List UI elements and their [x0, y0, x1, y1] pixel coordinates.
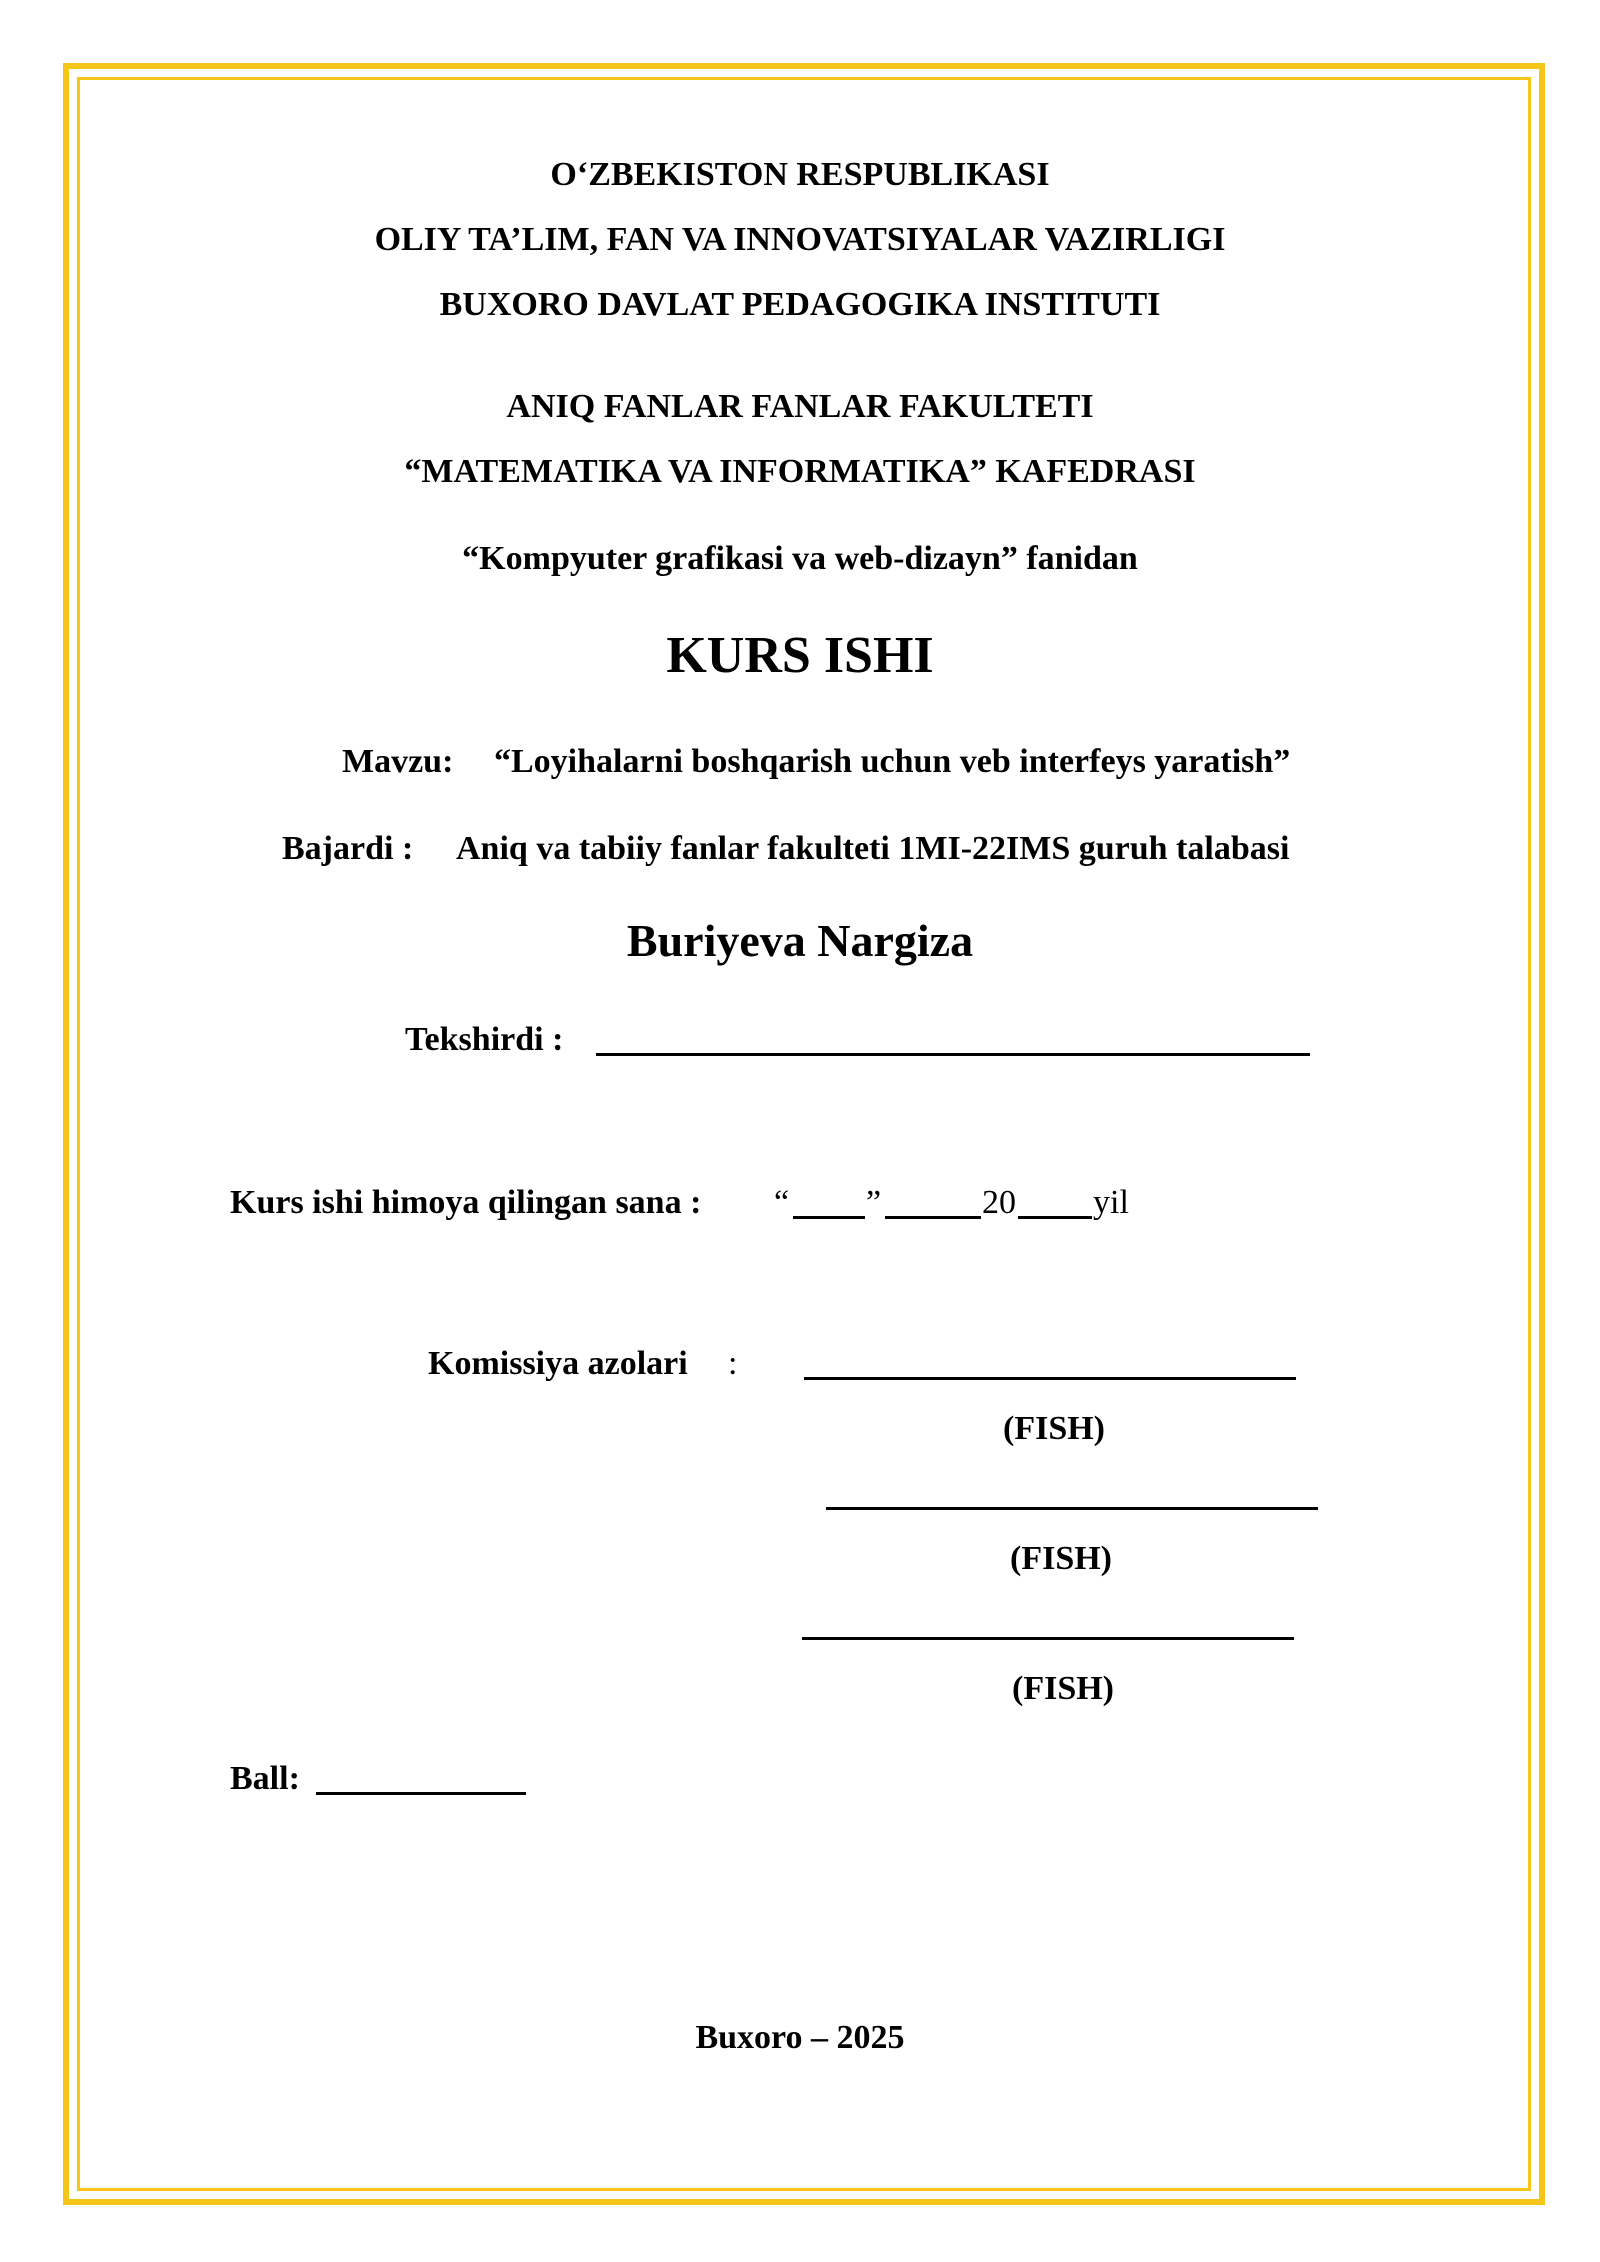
performer-value: Aniq va tabiiy fanlar fakulteti 1MI-22IMS guruh talabasi [456, 830, 1290, 867]
commission-member-3-caption: (FISH) [1012, 1670, 1114, 1707]
performer-label: Bajardi : [282, 830, 414, 867]
date-close-quote: ” [866, 1184, 882, 1221]
date-year-word: yil [1093, 1184, 1129, 1221]
footer-city-year: Buxoro – 2025 [695, 2019, 905, 2056]
commission-member-2-line [826, 1507, 1318, 1510]
commission-member-1-caption: (FISH) [1003, 1410, 1105, 1447]
header-line-2: OLIY TA’LIM, FAN VA INNOVATSIYALAR VAZIRLIGI [374, 221, 1226, 258]
defense-date-label: Kurs ishi himoya qilingan sana : [230, 1184, 702, 1221]
date-day-blank [793, 1216, 865, 1219]
date-open-quote: “ [774, 1184, 790, 1221]
commission-colon: : [728, 1345, 738, 1382]
header-line-1: O‘ZBEKISTON RESPUBLIKASI [550, 156, 1050, 193]
document-title: KURS ISHI [666, 627, 934, 684]
commission-member-3-line [802, 1637, 1294, 1640]
commission-member-2-caption: (FISH) [1010, 1540, 1112, 1577]
topic-label: Mavzu: [342, 743, 454, 780]
subject-line: “Kompyuter grafikasi va web-dizayn” fanidan [462, 540, 1138, 577]
faculty-line-1: ANIQ FANLAR FANLAR FAKULTETI [506, 388, 1094, 425]
date-year-blank [1018, 1216, 1092, 1219]
checker-label: Tekshirdi : [405, 1021, 564, 1058]
score-blank-line [316, 1792, 526, 1795]
date-month-blank [885, 1216, 981, 1219]
topic-value: “Loyihalarni boshqarish uchun veb interfeys yaratish” [494, 743, 1291, 780]
commission-label: Komissiya azolari [428, 1345, 688, 1382]
checker-signature-line [596, 1053, 1310, 1056]
header-line-3: BUXORO DAVLAT PEDAGOGIKA INSTITUTI [439, 286, 1161, 323]
score-label: Ball: [230, 1760, 300, 1797]
student-name: Buriyeva Nargiza [626, 915, 974, 966]
commission-member-1-line [804, 1377, 1296, 1380]
date-century: 20 [982, 1184, 1016, 1221]
faculty-line-2: “MATEMATIKA VA INFORMATIKA” KAFEDRASI [404, 453, 1196, 490]
